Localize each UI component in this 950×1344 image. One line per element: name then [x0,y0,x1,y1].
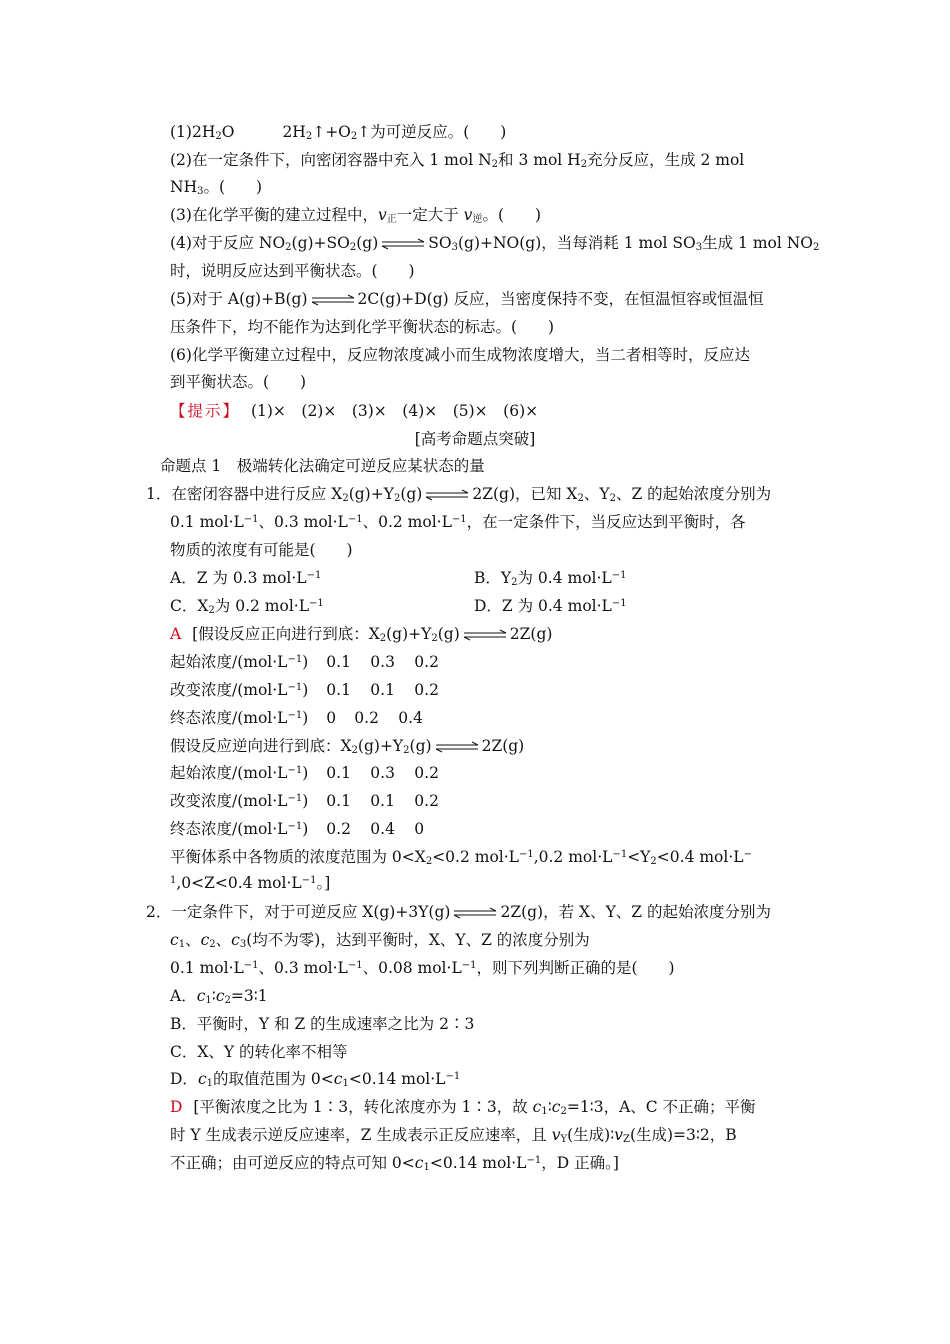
table-row: 终态浓度$/(mol\cdot L^{-1})$ 0 0.2 0.4 [170,709,423,727]
problem-2-option-b: B．平衡时，Y 和 Z 的生成速率之比为 2∶3 [170,1015,475,1033]
tf-question-5: (5)对于 A(g)+B(g) 2C(g)+D(g) 反应，当密度保持不变，在恒温恒容或恒温恒 [170,290,764,308]
equilibrium-arrow-icon [434,741,480,753]
equilibrium-arrow-icon [452,907,498,919]
tf-question-1: $(1)2H_2O$ $2H_2↑+O_2↑$为可逆反应。( ) [170,123,507,142]
equilibrium-arrow-icon [462,629,508,641]
problem-1-range: 平衡体系中各物质的浓度范围为 $0<X_2<0.2$ $mol\cdot L^{-1},0.2$ $mol\cdot L^{-1}<Y_2<0.4$ mol·L− [170,848,752,867]
table-row: 改变浓度$/(mol\cdot L^{-1})$ 0.1 0.1 0.2 [170,792,439,810]
table-row: 改变浓度$/(mol\cdot L^{-1})$ 0.1 0.1 0.2 [170,681,439,699]
tf-question-4-cont: 时，说明反应达到平衡状态。( ) [170,262,415,280]
problem-1-range-cont: $^1$,0<Z<0.4 $mol\cdot L^{-1}$。] [170,874,331,892]
tf-question-6: (6)化学平衡建立过程中，反应物浓度减小而生成物浓度增大，当二者相等时，反应达 [170,346,750,364]
answer-letter: A [170,625,182,643]
problem-1-option-b: B．$Y_2$为 0.4 $mol\cdot L^{-1}$ [474,569,627,588]
hint-label: 【提示】 [170,402,241,420]
table-row: 起始浓度$/(mol\cdot L^{-1})$ 0.1 0.3 0.2 [170,653,439,671]
problem-2-option-a: A．$c_1∶c_2=3∶1$ [170,987,268,1006]
problem-1-stem-2: 0.1 $mol\cdot L^{-1}$、0.3 $mol\cdot L^{-1}$、0.2 $mol\cdot L^{-1}$，在一定条件下，当反应达到平衡时，各 [170,513,746,531]
problem-2-stem-2: $c_1$、$c_2$、$c_3$(均不为零)，达到平衡时，X、Y、Z 的浓度分别为 [170,931,590,950]
tf-question-4: (4)对于反应 $NO_2(g)+SO_2(g)$ $SO_3(g)+NO(g)$，当每消耗 1 mol $SO_3$生成 1 mol $NO_2$ [170,234,820,253]
hint-answers: (1)× (2)× (3)× (4)× (5)× (6)× [250,402,539,420]
topic-title: 命题点 1 极端转化法确定可逆反应某状态的量 [160,457,485,475]
answer-letter: D [170,1098,183,1116]
equilibrium-arrow-icon [310,294,356,306]
equilibrium-arrow-icon [424,489,470,501]
problem-1-option-c: C．$X_2$为 0.2 $mol\cdot L^{-1}$ [170,597,324,616]
tf-question-5-cont: 压条件下，均不能作为达到化学平衡状态的标志。( ) [170,318,555,336]
section-title: [高考命题点突破] [414,430,536,448]
problem-1-option-d: D．Z 为 0.4 $mol\cdot L^{-1}$ [474,597,627,615]
problem-1-solution-head: A [假设反应正向进行到底：$X_2(g)+Y_2(g)$ 2Z(g) [170,625,553,644]
problem-2-option-d: D．$c_1$的取值范围为 $0<c_1<0.14$ $mol\cdot L^{-1}$ [170,1070,461,1089]
problem-2-option-c: C．X、Y 的转化率不相等 [170,1043,348,1061]
problem-2-explanation-3: 不正确；由可逆反应的特点可知 $0<c_1<0.14$ $mol\cdot L^{-1}$，D 正确。] [170,1154,619,1173]
problem-2-stem: 2．一定条件下，对于可逆反应 X(g)+3Y(g) 2Z(g)，若 X、Y、Z 的起始浓度分别为 [146,903,771,921]
equilibrium-arrow-icon [380,238,426,250]
tf-question-2: (2)在一定条件下，向密闭容器中充入 1 mol $N_2$和 3 mol $H_2$充分反应，生成 2 mol [170,151,745,170]
problem-2-explanation: D [平衡浓度之比为 1∶3，转化浓度亦为 1∶3，故 $c_1∶c_2=1∶3$，A、C 不正确；平衡 [170,1098,756,1117]
problem-1-stem: 1．在密闭容器中进行反应 $X_2(g)+Y_2(g)$ 2Z(g)，已知 $X_2$、$Y_2$、Z 的起始浓度分别为 [146,485,772,504]
table-row: 起始浓度$/(mol\cdot L^{-1})$ 0.1 0.3 0.2 [170,764,439,782]
problem-2-explanation-2: 时 Y 生成表示逆反应速率，Z 生成表示正反应速率，且 $v_Y$(生成)$∶v_Z$(生成)=3∶2，B [170,1126,737,1145]
table-row: 终态浓度$/(mol\cdot L^{-1})$ 0.2 0.4 0 [170,820,425,838]
hint-line [170,401,538,421]
problem-1-stem-3: 物质的浓度有可能是( ) [170,541,353,559]
tf-question-2-cont: $NH_3$。( ) [170,178,263,197]
tf-question-3: (3)在化学平衡的建立过程中，$v_正$一定大于 $v_逆$。( ) [170,206,542,225]
problem-1-reverse-head: 假设反应逆向进行到底：$X_2(g)+Y_2(g)$ 2Z(g) [170,737,525,756]
problem-1-option-a: A．Z 为 0.3 $mol\cdot L^{-1}$ [170,569,322,587]
tf-question-6-cont: 到平衡状态。( ) [170,373,307,391]
problem-2-stem-3: 0.1 $mol\cdot L^{-1}$、0.3 $mol\cdot L^{-1}$、0.08 $mol\cdot L^{-1}$，则下列判断正确的是( ) [170,959,675,977]
